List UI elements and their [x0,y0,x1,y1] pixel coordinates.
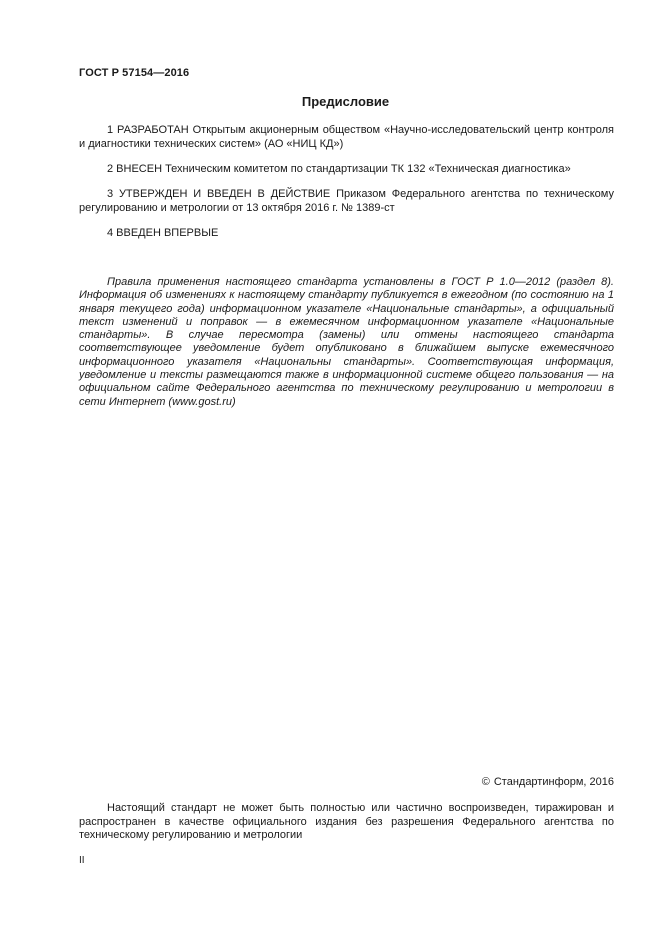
paragraph-approved: 3 УТВЕРЖДЕН И ВВЕДЕН В ДЕЙСТВИЕ Приказом Федерального агентства по техническому регулированию и метрологии от 13 октября 2016 г. № 1389-ст [79,188,614,214]
standard-code: ГОСТ Р 57154—2016 [79,67,190,79]
paragraph-developed: 1 РАЗРАБОТАН Открытым акционерным обществом «Научно-исследовательский центр контроля и диагностики технических систем» (АО «НИЦ КД») [79,124,614,150]
reproduction-notice: Настоящий стандарт не может быть полностью или частично воспроизведен, тиражирован и распространен в качестве официального издания без разрешения Федерального агентства по техническому регулированию и метрологии [79,802,614,841]
paragraph-first-introduced: 4 ВВЕДЕН ВПЕРВЫЕ [107,227,219,239]
page-title: Предисловие [301,94,390,109]
copyright-icon: © [481,776,490,788]
copyright [482,776,614,788]
paragraph-introduced: 2 ВНЕСЕН Техническим комитетом по стандартизации ТК 132 «Техническая диагностика» [107,163,571,175]
application-rules-note: Правила применения настоящего стандарта установлены в ГОСТ Р 1.0—2012 (раздел 8). Информация об изменениях к настоящему стандарту публикуется в ежегодном (по состоянию на 1 января текущего года) информационном указателе «Национальные стандарты», а официальный текст изменений и поправок — в ежемесячном информационном указателе «Национальные стандарты». В случае пересмотра (замены) или отмены настоящего стандарта соответствующее уведомление будет опубликовано в ближайшем выпуске ежемесячного информационного указателя «Национальны стандарты». Соответствующая информация, уведомление и тексты размещаются также в информационной системе общего пользования — на официальном сайте Федерального агентства по техническому регулированию и метрологии в сети Интернет (www.gost.ru) [79,276,614,408]
copyright-text: Стандартинформ, 2016 [493,776,614,788]
page-number: II [79,855,85,866]
